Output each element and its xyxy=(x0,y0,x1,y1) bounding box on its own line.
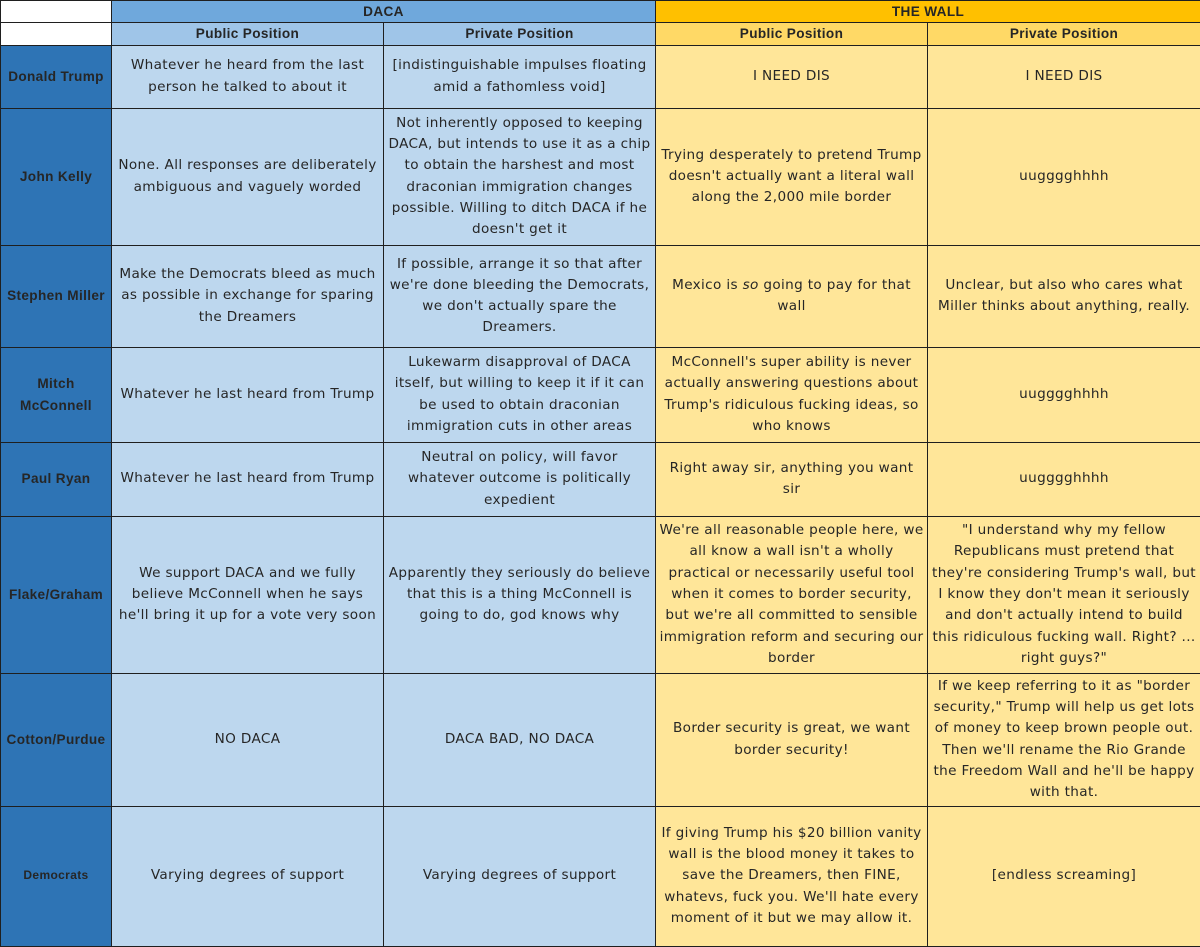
wall-private-cell: I NEED DIS xyxy=(928,45,1200,108)
row-name: Donald Trump xyxy=(1,45,112,108)
daca-private-cell: If possible, arrange it so that after we're done bleeding the Democrats, we don't actually spare the Dreamers. xyxy=(384,245,656,347)
wall-private-cell: uugggghhhh xyxy=(928,347,1200,442)
daca-public-cell: None. All responses are deliberately ambiguous and vaguely worded xyxy=(112,108,384,245)
table-row xyxy=(1,245,1200,347)
wall-private-header: Private Position xyxy=(928,23,1200,45)
column-header-row xyxy=(1,23,1200,45)
table-row xyxy=(1,516,1200,673)
daca-private-cell: Apparently they seriously do believe that this is a thing McConnell is going to do, god knows why xyxy=(384,516,656,673)
wall-private-cell: "I understand why my fellow Republicans must pretend that they're considering Trump's wall, but I know they don't mean it seriously and don't actually intend to build this ridiculous fucking wall. Right? ... right guys?" xyxy=(928,516,1200,673)
row-name: John Kelly xyxy=(1,108,112,245)
daca-private-header: Private Position xyxy=(384,23,656,45)
wall-group-header: THE WALL xyxy=(656,1,1200,23)
daca-private-cell: Not inherently opposed to keeping DACA, but intends to use it as a chip to obtain the harshest and most draconian immigration changes possible. Willing to ditch DACA if he doesn't get it xyxy=(384,108,656,245)
wall-private-cell: uugggghhhh xyxy=(928,442,1200,516)
wall-public-cell: If giving Trump his $20 billion vanity wall is the blood money it takes to save the Dreamers, then FINE, whatevs, fuck you. We'll hate every moment of it but we may allow it. xyxy=(656,806,928,946)
table-row xyxy=(1,108,1200,245)
wall-private-cell: [endless screaming] xyxy=(928,806,1200,946)
daca-private-cell: Varying degrees of support xyxy=(384,806,656,946)
daca-public-cell: Varying degrees of support xyxy=(112,806,384,946)
daca-public-cell: We support DACA and we fully believe McConnell when he says he'll bring it up for a vote very soon xyxy=(112,516,384,673)
daca-public-cell: Whatever he heard from the last person he talked to about it xyxy=(112,45,384,108)
wall-public-text-post: going to pay for that wall xyxy=(759,277,911,314)
wall-private-cell: If we keep referring to it as "border security," Trump will help us get lots of money to keep brown people out. Then we'll rename the Rio Grande the Freedom Wall and he'll be happy with that. xyxy=(928,673,1200,806)
daca-group-header: DACA xyxy=(112,1,656,23)
table-row xyxy=(1,442,1200,516)
daca-private-cell: Neutral on policy, will favor whatever outcome is politically expedient xyxy=(384,442,656,516)
wall-public-cell: Right away sir, anything you want sir xyxy=(656,442,928,516)
wall-public-cell: I NEED DIS xyxy=(656,45,928,108)
wall-private-cell: uugggghhhh xyxy=(928,108,1200,245)
row-name: Cotton/Purdue xyxy=(1,673,112,806)
daca-public-cell: Make the Democrats bleed as much as possible in exchange for sparing the Dreamers xyxy=(112,245,384,347)
table-row xyxy=(1,45,1200,108)
daca-private-cell: DACA BAD, NO DACA xyxy=(384,673,656,806)
row-name: Mitch McConnell xyxy=(1,347,112,442)
wall-public-cell: McConnell's super ability is never actually answering questions about Trump's ridiculous fucking ideas, so who knows xyxy=(656,347,928,442)
table-row xyxy=(1,806,1200,946)
daca-public-cell: Whatever he last heard from Trump xyxy=(112,347,384,442)
daca-public-cell: NO DACA xyxy=(112,673,384,806)
wall-public-cell: Border security is great, we want border security! xyxy=(656,673,928,806)
wall-private-cell: Unclear, but also who cares what Miller thinks about anything, really. xyxy=(928,245,1200,347)
corner-cell xyxy=(1,1,112,23)
wall-public-cell: We're all reasonable people here, we all know a wall isn't a wholly practical or necessarily useful tool when it comes to border security, but we're all committed to sensible immigration reform and securing our border xyxy=(656,516,928,673)
row-name: Democrats xyxy=(1,806,112,946)
row-name: Paul Ryan xyxy=(1,442,112,516)
group-header-row xyxy=(1,1,1200,23)
table-row xyxy=(1,673,1200,806)
daca-private-cell: Lukewarm disapproval of DACA itself, but willing to keep it if it can be used to obtain draconian immigration cuts in other areas xyxy=(384,347,656,442)
daca-private-cell: [indistinguishable impulses floating amid a fathomless void] xyxy=(384,45,656,108)
row-name: Flake/Graham xyxy=(1,516,112,673)
wall-public-cell xyxy=(656,245,928,347)
wall-public-text-emphasis: so xyxy=(743,277,759,293)
daca-public-cell: Whatever he last heard from Trump xyxy=(112,442,384,516)
daca-public-header: Public Position xyxy=(112,23,384,45)
row-name: Stephen Miller xyxy=(1,245,112,347)
wall-public-cell: Trying desperately to pretend Trump doesn't actually want a literal wall along the 2,000 mile border xyxy=(656,108,928,245)
table-row xyxy=(1,347,1200,442)
wall-public-header: Public Position xyxy=(656,23,928,45)
corner-cell-2 xyxy=(1,23,112,45)
wall-public-text-pre: Mexico is xyxy=(672,277,742,293)
